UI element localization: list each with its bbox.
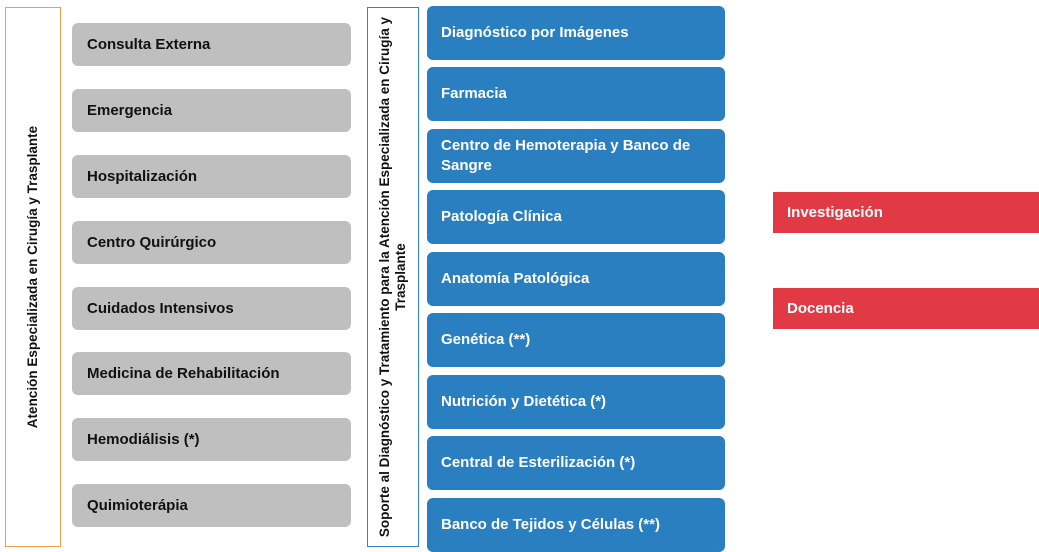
support-box-diagnostico-imagenes: Diagnóstico por Imágenes <box>427 6 725 60</box>
service-box-centro-quirurgico: Centro Quirúrgico <box>72 221 351 264</box>
left-panel-title: Atención Especializada en Cirugía y Trasplante <box>25 125 40 429</box>
service-box-hemodialisis: Hemodiálisis (*) <box>72 418 351 461</box>
support-box-genetica: Genética (**) <box>427 313 725 367</box>
support-box-banco-tejidos: Banco de Tejidos y Células (**) <box>427 498 725 552</box>
support-box-hemoterapia: Centro de Hemoterapia y Banco de Sangre <box>427 129 725 183</box>
middle-panel-title-box <box>367 7 419 547</box>
support-box-nutricion: Nutrición y Dietética (*) <box>427 375 725 429</box>
support-box-anatomia-patologica: Anatomía Patológica <box>427 252 725 306</box>
service-box-cuidados-intensivos: Cuidados Intensivos <box>72 287 351 330</box>
support-box-esterilizacion: Central de Esterilización (*) <box>427 436 725 490</box>
support-box-patologia-clinica: Patología Clínica <box>427 190 725 244</box>
support-box-farmacia: Farmacia <box>427 67 725 121</box>
service-box-quimioterapia: Quimioterápia <box>72 484 351 527</box>
service-box-emergencia: Emergencia <box>72 89 351 132</box>
middle-panel-title: Soporte al Diagnóstico y Tratamiento para la Atención Especializada en Cirugía y Trasplante <box>377 16 408 538</box>
service-box-consulta-externa: Consulta Externa <box>72 23 351 66</box>
docencia-box: Docencia <box>773 288 1039 329</box>
investigacion-box: Investigación <box>773 192 1039 233</box>
service-box-hospitalizacion: Hospitalización <box>72 155 351 198</box>
left-panel-title-box <box>5 7 61 547</box>
service-box-medicina-rehabilitacion: Medicina de Rehabilitación <box>72 352 351 395</box>
